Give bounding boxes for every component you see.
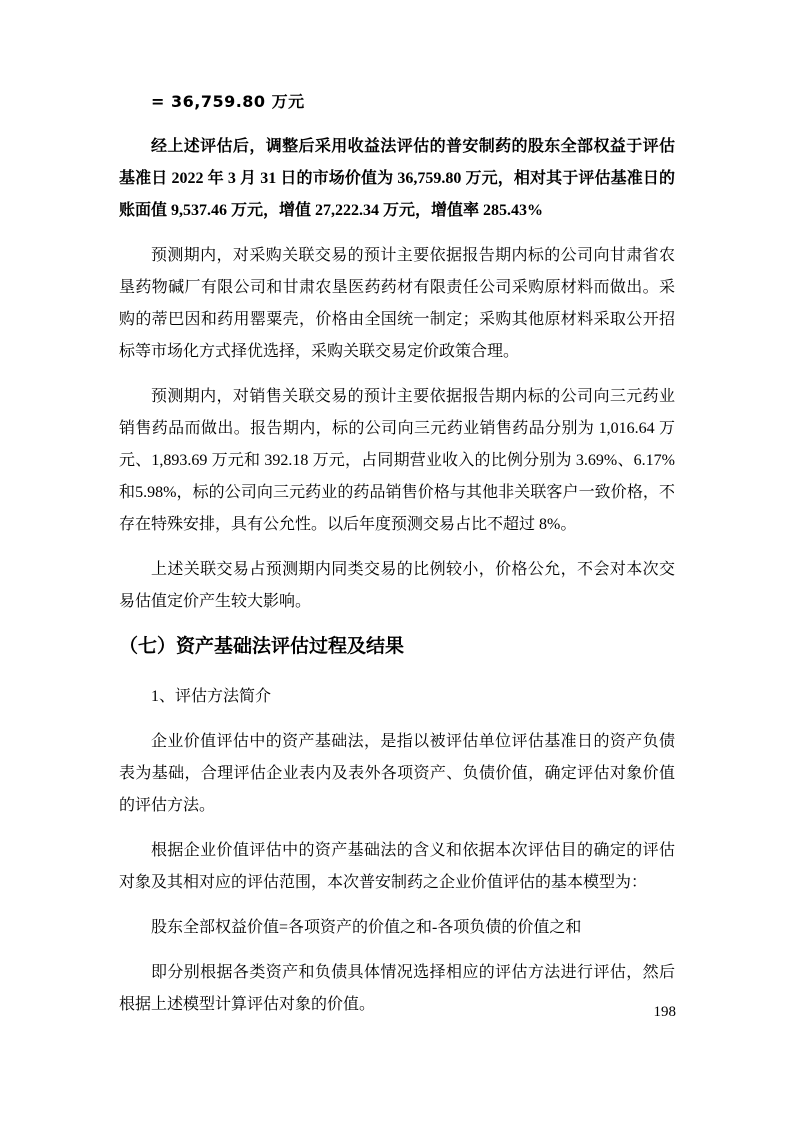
purchase-related-transactions-paragraph: 预测期内，对采购关联交易的预计主要依据报告期内标的公司向甘肃省农垦药物碱厂有限公司和甘肃农垦医药药材有限责任公司采购原材料而做出。采购的蒂巴因和药用罂粟壳，价格由全国统一制定；采购其他原材料采取公开招标等市场化方式择优选择，采购关联交易定价政策合理。	[119, 247, 675, 360]
result-value-line: = 36,759.80 万元	[151, 92, 305, 111]
asset-based-method-intro-paragraph: 企业价值评估中的资产基础法，是指以被评估单位评估基准日的资产负债表为基础，合理评估企业表内及表外各项资产、负债价值，确定评估对象价值的评估方法。	[119, 733, 675, 814]
equity-value-formula-line: 股东全部权益价值=各项资产的价值之和-各项负债的价值之和	[151, 919, 582, 936]
method-application-paragraph: 即分别根据各类资产和负债具体情况选择相应的评估方法进行评估，然后根据上述模型计算评估对象的价值。	[119, 964, 675, 1013]
subsection-heading-method-intro: 1、评估方法简介	[151, 688, 272, 705]
section-heading-asset-based-method: （七）资产基础法评估过程及结果	[119, 636, 405, 657]
sales-related-transactions-paragraph: 预测期内，对销售关联交易的预计主要依据报告期内标的公司向三元药业销售药品而做出。报告期内，标的公司向三元药业销售药品分别为 1,016.64 万元、1,893.69 万元和 392.18 万元，占同期营业收入的比例分别为 3.69%、6.17%和5.98%，标的公司向三元药业的药品销售价格与其他非关联客户一致价格，不存在特殊安排，具有公允性。以后年度预测交易占比不超过 8%。	[119, 388, 675, 533]
valuation-summary-paragraph: 经上述评估后，调整后采用收益法评估的普安制药的股东全部权益于评估基准日 2022 年 3 月 31 日的市场价值为 36,759.80 万元，相对其于评估基准日的账面值 9,537.46 万元，增值 27,222.34 万元，增值率 285.43%	[119, 138, 675, 219]
page-content	[119, 86, 675, 1034]
related-transactions-conclusion-paragraph: 上述关联交易占预测期内同类交易的比例较小，价格公允，不会对本次交易估值定价产生较大影响。	[119, 561, 675, 610]
valuation-model-intro-paragraph: 根据企业价值评估中的资产基础法的含义和依据本次评估目的确定的评估对象及其相对应的评估范围，本次普安制药之企业价值评估的基本模型为：	[119, 842, 675, 891]
page-number: 198	[653, 1004, 676, 1020]
